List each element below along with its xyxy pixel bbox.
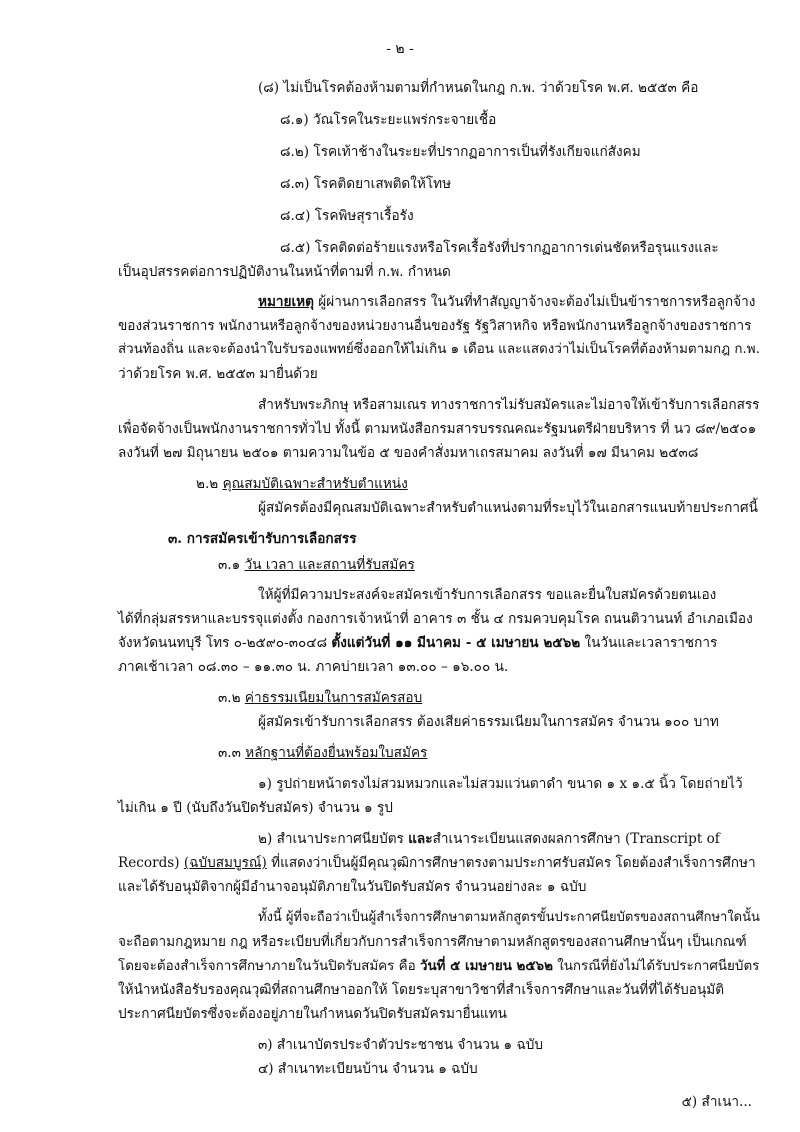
section-3-1-line3 — [118, 634, 717, 652]
doc-item2-note3-a: โดยจะต้องสำเร็จการศึกษาภายในวันปิดรับสมัคร คือ — [118, 959, 420, 974]
section-3-1-number: ๓.๑ — [218, 557, 245, 573]
section-3-title: ๓. การสมัครเข้ารับการเลือกสรร — [168, 531, 357, 547]
doc-item2-line2-a: Records) — [118, 855, 184, 871]
item8-sub1: ๘.๑) วัณโรคในระยะแพร่กระจายเชื้อ — [280, 112, 497, 128]
note-line4: ว่าด้วยโรค พ.ศ. ๒๕๕๓ มายื่นด้วย — [118, 366, 318, 382]
section-3-2-number: ๓.๒ — [218, 690, 245, 706]
doc-item2-line1-a: ๒) สำเนาประกาศนียบัตร — [258, 831, 409, 847]
section-2-2-title: คุณสมบัติเฉพาะสำหรับตำแหน่ง — [222, 476, 408, 492]
doc-item2-line3: และได้รับอนุมัติจากผู้มีอำนาจอนุมัติภายในวันปิดรับสมัคร จำนวนอย่างละ ๑ ฉบับ — [118, 879, 587, 895]
note-label: หมายเหตุ — [258, 294, 314, 310]
section-3-2-text: ผู้สมัครเข้ารับการเลือกสรร ต้องเสียค่าธรรมเนียมในการสมัคร จำนวน ๑๐๐ บาท — [258, 714, 719, 730]
doc-item2-line1 — [258, 830, 720, 848]
doc-item2-note5: ประกาศนียบัตรซึ่งจะต้องอยู่ภายในกำหนดวันปิดรับสมัครมายื่นแทน — [118, 1006, 507, 1022]
doc-item2-line2-c: ที่แสดงว่าเป็นผู้มีคุณวุฒิการศึกษาตรงตามประกาศรับสมัคร โดยต้องสำเร็จการศึกษา — [266, 855, 756, 871]
section-3-1-line3-start: จังหวัดนนทบุรี โทร ๐-๒๕๙๐-๓๐๔๘ — [118, 635, 332, 651]
section-3-3-heading — [218, 744, 427, 762]
item8-sub2: ๘.๒) โรคเท้าช้างในระยะที่ปรากฏอาการเป็นที่รังเกียจแก่สังคม — [280, 144, 641, 160]
section-3-2-heading — [218, 689, 422, 707]
doc-item2-line2 — [118, 854, 756, 872]
section-3-1-line2: ได้ที่กลุ่มสรรหาและบรรจุแต่งตั้ง กองการเจ้าหน้าที่ อาคาร ๓ ชั้น ๔ กรมควบคุมโรค ถนนติวานนท์ อำเภอเมือง — [118, 611, 753, 627]
monk-line2: เพื่อจัดจ้างเป็นพนักงานราชการทั่วไป ทั้งนี้ ตามหนังสือกรมสารบรรณคณะรัฐมนตรีฝ่ายบริหาร ที่ นว ๘๙/๒๕๐๑ — [118, 421, 757, 437]
section-2-2-heading — [196, 475, 408, 493]
section-3-1-heading — [218, 556, 415, 574]
page-number: - ๒ - — [386, 41, 414, 57]
doc-item4: ๔) สำเนาทะเบียนบ้าน จำนวน ๑ ฉบับ — [258, 1061, 478, 1077]
monk-line3: ลงวันที่ ๒๗ มิถุนายน ๒๕๐๑ ตามความในข้อ ๕ ของคำสั่งมหาเถรสมาคม ลงวันที่ ๑๗ มีนาคม ๒๕๓๘ — [118, 445, 699, 461]
doc-item1-line2: ไม่เกิน ๑ ปี (นับถึงวันปิดรับสมัคร) จำนวน ๑ รูป — [118, 800, 393, 816]
doc-item1-line1: ๑) รูปถ่ายหน้าตรงไม่สวมหมวกและไม่สวมแว่นตาดำ ขนาด ๑ x ๑.๕ นิ้ว โดยถ่ายไว้ — [258, 776, 743, 792]
graduation-deadline: วันที่ ๕ เมษายน ๒๕๖๒ — [419, 958, 553, 974]
monk-line1: สำหรับพระภิกษุ หรือสามเณร ทางราชการไม่รับสมัครและไม่อาจให้เข้ารับการเลือกสรร — [258, 397, 760, 413]
item8-sub4: ๘.๔) โรคพิษสุราเรื้อรัง — [280, 208, 414, 224]
note-line1-text: ผู้ผ่านการเลือกสรร ในวันที่ทำสัญญาจ้างจะต้องไม่เป็นข้าราชการหรือลูกจ้าง — [313, 294, 756, 310]
item8-sub5-line1: ๘.๕) โรคติดต่อร้ายแรงหรือโรคเรื้อรังที่ปรากฏอาการเด่นชัดหรือรุนแรงและ — [280, 240, 719, 256]
doc-item2-note4: ให้นำหนังสือรับรองคุณวุฒิที่สถานศึกษาออกให้ โดยระบุสาขาวิชาที่สำเร็จการศึกษาและวันที่ที่ได้รับอนุมัติ — [118, 982, 725, 998]
section-3-2-title: ค่าธรรมเนียมในการสมัครสอบ — [244, 690, 423, 706]
section-3-3-number: ๓.๓ — [218, 745, 246, 761]
doc-item2-line1-c: สำเนาระเบียนแสดงผลการศึกษา (Transcript of — [432, 831, 720, 847]
section-3-1-line3-end: ในวันและเวลาราชการ — [580, 635, 718, 651]
doc-item2-complete: (ฉบับสมบูรณ์) — [183, 855, 267, 871]
section-3-1-line1: ให้ผู้ที่มีความประสงค์จะสมัครเข้ารับการเลือกสรร ขอและยื่นใบสมัครด้วยตนเอง — [258, 587, 717, 603]
item8-sub5-line2: เป็นอุปสรรคต่อการปฏิบัติงานในหน้าที่ตามที่ ก.พ. กำหนด — [118, 264, 451, 280]
section-3-3-title: หลักฐานที่ต้องยื่นพร้อมใบสมัคร — [245, 745, 428, 761]
application-period: ตั้งแต่วันที่ ๑๑ มีนาคม - ๕ เมษายน ๒๕๖๒ — [331, 635, 581, 651]
doc-item2-note3 — [118, 957, 759, 976]
doc-item2-and: และ — [408, 831, 433, 847]
doc-item2-note2: จะถือตามกฎหมาย กฎ หรือระเบียบที่เกี่ยวกับการสำเร็จการศึกษาตามหลักสูตรของสถานศึกษานั้นๆ เป็นเกณฑ์ — [118, 934, 747, 950]
item8-title: (๘) ไม่เป็นโรคต้องห้ามตามที่กำหนดในกฎ ก.พ. ว่าด้วยโรค พ.ศ. ๒๕๕๓ คือ — [258, 80, 699, 96]
doc-item2-note3-c: ในกรณีที่ยังไม่ได้รับประกาศนียบัตร — [552, 959, 760, 974]
item8-sub3: ๘.๓) โรคติดยาเสพติดให้โทษ — [280, 176, 452, 192]
continuation-marker: ๕) สำเนา... — [681, 1094, 752, 1110]
section-2-2-number: ๒.๒ — [196, 476, 223, 492]
note-line3: ส่วนท้องถิ่น และจะต้องนำใบรับรองแพทย์ซึ่งออกให้ไม่เกิน ๑ เดือน และแสดงว่าไม่เป็นโรคที่ต้องห้ามตามกฎ ก.พ. — [118, 342, 760, 357]
section-3-1-title: วัน เวลา และสถานที่รับสมัคร — [244, 557, 415, 573]
doc-item3: ๓) สำเนาบัตรประจำตัวประชาชน จำนวน ๑ ฉบับ — [258, 1037, 544, 1053]
section-3-1-line4: ภาคเช้าเวลา ๐๘.๓๐ – ๑๑.๓๐ น. ภาคบ่ายเวลา ๑๓.๐๐ – ๑๖.๐๐ น. — [118, 659, 509, 675]
note-line1 — [258, 293, 755, 311]
doc-item2-note1: ทั้งนี้ ผู้ที่จะถือว่าเป็นผู้สำเร็จการศึกษาตามหลักสูตรขั้นประกาศนียบัตรของสถานศึกษาใดนั้น — [258, 910, 760, 925]
section-2-2-text: ผู้สมัครต้องมีคุณสมบัติเฉพาะสำหรับตำแหน่งตามที่ระบุไว้ในเอกสารแนบท้ายประกาศนี้ — [258, 500, 758, 516]
note-line2: ของส่วนราชการ พนักงานหรือลูกจ้างของหน่วยงานอื่นของรัฐ รัฐวิสาหกิจ หรือพนักงานหรือลูกจ้างของราชการ — [118, 318, 752, 334]
